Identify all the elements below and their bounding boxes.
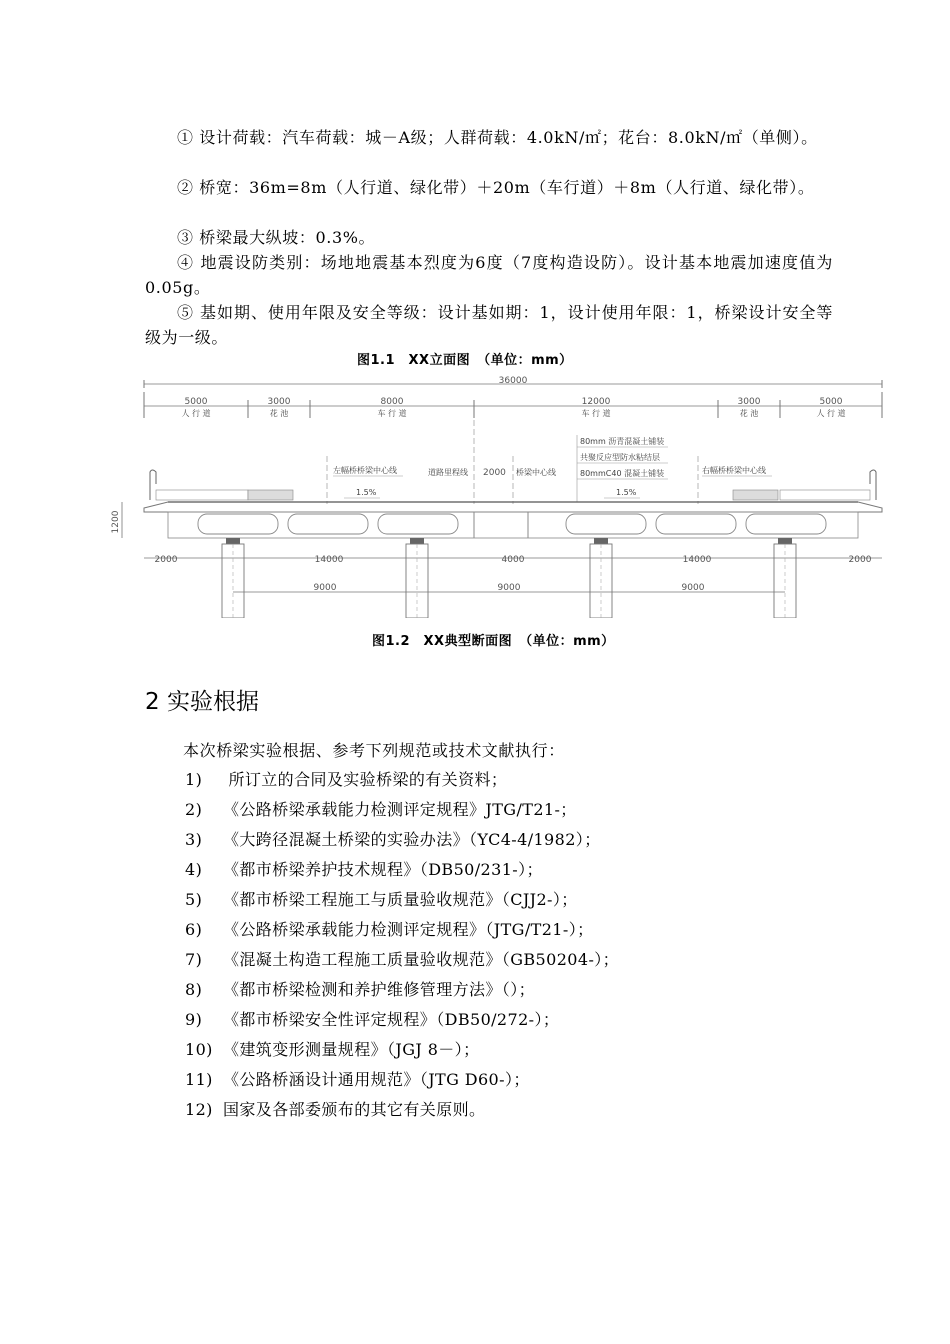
list-item-number: 2) (185, 800, 203, 819)
dim-bottom-5: 2000 (848, 555, 872, 565)
section-title: 2 实验根据 (145, 689, 259, 715)
list-item-text: 国家及各部委颁布的其它有关原则。 (223, 1100, 486, 1119)
list-item-text: 《都市桥梁检测和养护维修管理方法》（）； (223, 980, 536, 999)
bridge-centerline: 桥梁中心线 (516, 468, 556, 477)
list-item-text: 《公路桥梁承载能力检测评定规程》（JTG/T21-）； (223, 920, 594, 939)
list-item-number: 5) (185, 890, 203, 909)
road-centerline: 道路里程线 (428, 468, 468, 477)
list-item (185, 918, 619, 948)
list-item-text: 《都市桥梁工程施工与质量验收规范》（CJJ2-）； (223, 890, 578, 909)
list-item (185, 1038, 619, 1068)
median-dim: 2000 (483, 468, 506, 478)
dim-total: 36000 (498, 376, 528, 386)
dim-height: 1200 (111, 510, 121, 534)
dim-span-1: 5000 (184, 397, 208, 407)
slope-right: 1.5% (616, 488, 637, 497)
label-span-4: 车 行 道 (581, 409, 611, 418)
list-item (185, 858, 619, 888)
list-item-number: 8) (185, 980, 203, 999)
pavement-layer-3: 80mmC40 混凝土铺装 (580, 469, 665, 478)
list-item-number: 6) (185, 920, 203, 939)
dim-span-4: 12000 (581, 397, 611, 407)
intro-text: 本次桥梁实验根据、参考下列规范或技术文献执行： (183, 741, 565, 760)
left-bridge-centerline: 左幅桥桥梁中心线 (333, 466, 397, 475)
design-period-paragraph: ⑤ 基如期、使用年限及安全等级：设计基如期：1，设计使用年限：1，桥梁设计安全等级为一级。 (145, 303, 833, 347)
list-item-number: 4) (185, 860, 203, 879)
list-item-text: 《都市桥梁安全性评定规程》（DB50/272-）； (223, 1010, 560, 1029)
design-load-paragraph: ① 设计荷载：汽车荷载：城－A级；人群荷载：4.0kN/㎡；花台：8.0kN/㎡（单侧）。 (177, 128, 818, 147)
list-item-number: 10) (185, 1040, 213, 1059)
dim-bottom-1: 2000 (154, 555, 178, 565)
seismic-paragraph: ④ 地震设防类别：场地地震基本烈度为6度（7度构造设防）。设计基本地震加速度值为0.05g。 (145, 253, 833, 297)
list-item-number: 9) (185, 1010, 203, 1029)
list-item (185, 1068, 619, 1098)
pavement-layer-1: 80mm 沥青混凝土铺装 (580, 437, 665, 446)
reference-list (185, 768, 619, 1128)
list-item (185, 828, 619, 858)
dim-bottom-3: 4000 (501, 555, 525, 565)
figure-2-caption: 图1.2 XX典型断面图 （单位：mm） (372, 634, 615, 649)
list-item-text: 《公路桥梁承载能力检测评定规程》JTG/T21-； (223, 800, 577, 819)
dim-pier-3: 9000 (681, 583, 705, 593)
list-item-text: 《建筑变形测量规程》（JGJ 8－）； (223, 1040, 480, 1059)
list-item-number: 12) (185, 1100, 213, 1119)
dim-span-3: 8000 (380, 397, 404, 407)
list-item-number: 7) (185, 950, 203, 969)
slope-paragraph: ③ 桥梁最大纵坡：0.3%。 (177, 228, 376, 247)
list-item (185, 888, 619, 918)
label-span-1: 人 行 道 (181, 409, 211, 418)
bridge-cross-section-drawing (108, 372, 888, 618)
list-item (185, 768, 619, 798)
slope-left: 1.5% (356, 488, 377, 497)
list-item-text: 《大跨径混凝土桥梁的实验办法》（YC4-4/1982）； (223, 830, 601, 849)
list-item-number: 3) (185, 830, 203, 849)
dim-bottom-2: 14000 (314, 555, 344, 565)
label-span-3: 车 行 道 (377, 409, 407, 418)
dim-pier-1: 9000 (313, 583, 337, 593)
label-span-5: 花 池 (739, 409, 759, 418)
dim-span-2: 3000 (267, 397, 291, 407)
list-item (185, 1098, 619, 1128)
list-item-number: 11) (185, 1070, 213, 1089)
right-bridge-centerline: 右幅桥桥梁中心线 (702, 466, 766, 475)
list-item-text: 《都市桥梁养护技术规程》（DB50/231-）； (223, 860, 543, 879)
figure-1-caption: 图1.1 XX立面图 （单位：mm） (357, 353, 573, 368)
list-item-text: 所订立的合同及实验桥梁的有关资料； (223, 770, 508, 789)
dim-pier-2: 9000 (497, 583, 521, 593)
dim-bottom-4: 14000 (682, 555, 712, 565)
list-item-text: 《混凝土构造工程施工质量验收规范》（GB50204-）； (223, 950, 620, 969)
dim-span-5: 3000 (737, 397, 761, 407)
bridge-width-paragraph: ② 桥宽：36m=8m（人行道、绿化带）＋20m（车行道）＋8m（人行道、绿化带）。 (177, 178, 815, 197)
list-item (185, 978, 619, 1008)
label-span-6: 人 行 道 (816, 409, 846, 418)
list-item (185, 1008, 619, 1038)
list-item (185, 948, 619, 978)
dim-span-6: 5000 (819, 397, 843, 407)
list-item-number: 1) (185, 770, 203, 789)
list-item-text: 《公路桥涵设计通用规范》（JTG D60-）； (223, 1070, 530, 1089)
label-span-2: 花 池 (269, 409, 289, 418)
pavement-layer-2: 共聚反应型防水粘结层 (580, 453, 660, 462)
list-item (185, 798, 619, 828)
